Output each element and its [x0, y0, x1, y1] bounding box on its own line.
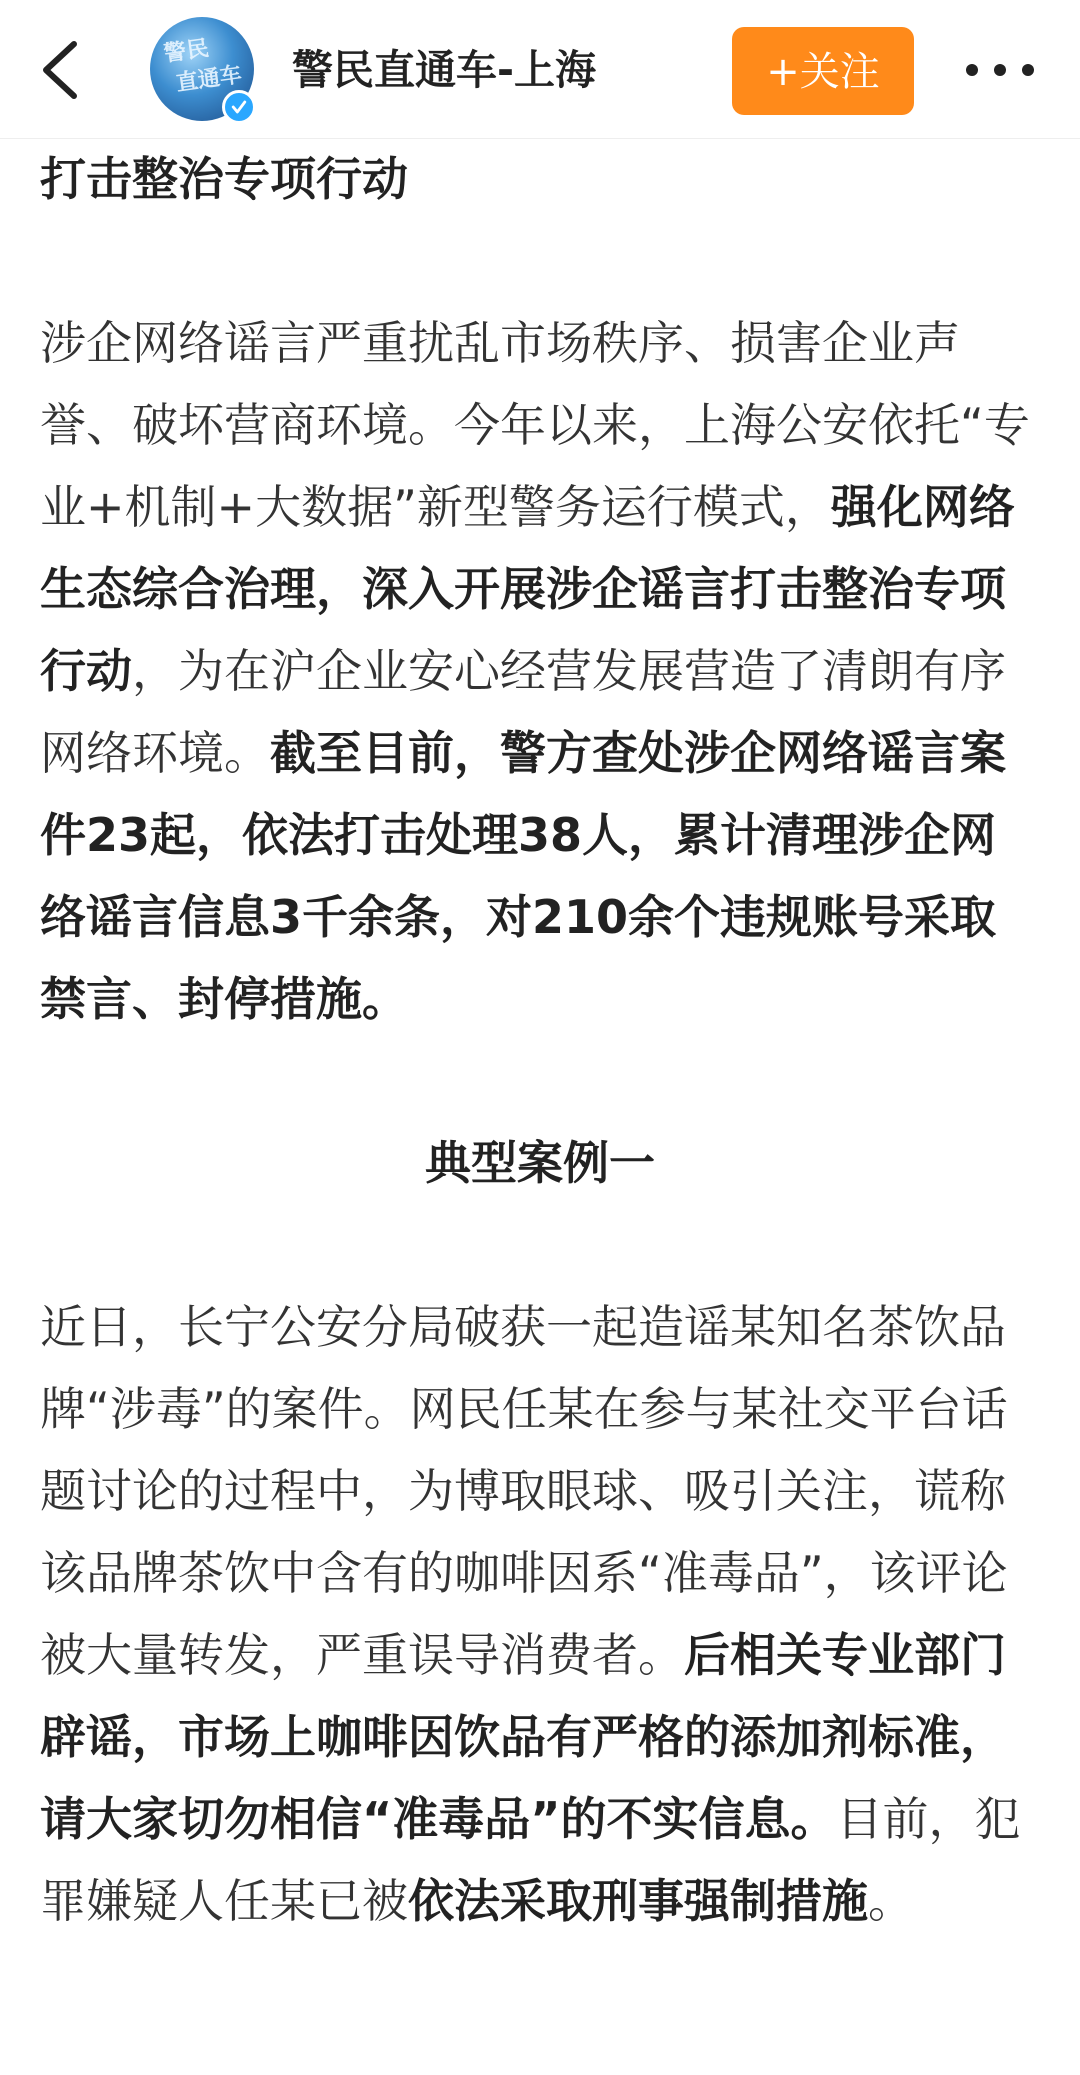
- p2-text-2: 目前，犯罪嫌疑人任某已被: [40, 1792, 1021, 1928]
- account-name[interactable]: 警民直通车-上海: [292, 46, 597, 94]
- p1-bold-1: 强化网络生态综合治理，深入开展涉企谣言打击整治专项行动: [40, 480, 1015, 698]
- article-body: [40, 138, 1040, 1942]
- p1-text-2: ，为在沪企业安心经营发展营造了清朗有序网络环境。: [40, 644, 1006, 780]
- follow-button[interactable]: +关注: [732, 27, 914, 115]
- verified-icon: [222, 90, 256, 124]
- p2-text-3: 。: [868, 1874, 914, 1928]
- avatar-text-1: 警民: [162, 35, 212, 68]
- avatar-text-2: 直通车: [174, 62, 244, 97]
- p2-bold-2: 依法采取刑事强制措施: [408, 1874, 868, 1928]
- paragraph-2: [40, 1286, 1040, 1942]
- p1-bold-2: 截至目前，警方查处涉企网络谣言案件23起，依法打击处理38人，累计清理涉企网络谣言信息3千余条，对210余个违规账号采取禁言、封停措施。: [40, 726, 1006, 1026]
- p2-bold-1: 后相关专业部门辟谣，市场上咖啡因饮品有严格的添加剂标准，请大家切勿相信“准毒品”的不实信息。: [40, 1628, 1006, 1846]
- top-bar: [0, 0, 1080, 139]
- p1-text-1: 涉企网络谣言严重扰乱市场秩序、损害企业声誉、破坏营商环境。今年以来，上海公安依托“专业+机制+大数据”新型警务运行模式，: [40, 316, 1030, 534]
- back-icon[interactable]: [36, 38, 84, 102]
- more-icon[interactable]: [960, 50, 1040, 90]
- case-title: 典型案例一: [425, 1136, 655, 1190]
- section-heading: 打击整治专项行动: [40, 152, 408, 206]
- p2-text-1: 近日，长宁公安分局破获一起造谣某知名茶饮品牌“涉毒”的案件。网民任某在参与某社交平台话题讨论的过程中，为博取眼球、吸引关注，谎称该品牌茶饮中含有的咖啡因系“准毒品”，该评论被大量转发，严重误导消费者。: [40, 1300, 1008, 1682]
- paragraph-1: [40, 302, 1040, 1040]
